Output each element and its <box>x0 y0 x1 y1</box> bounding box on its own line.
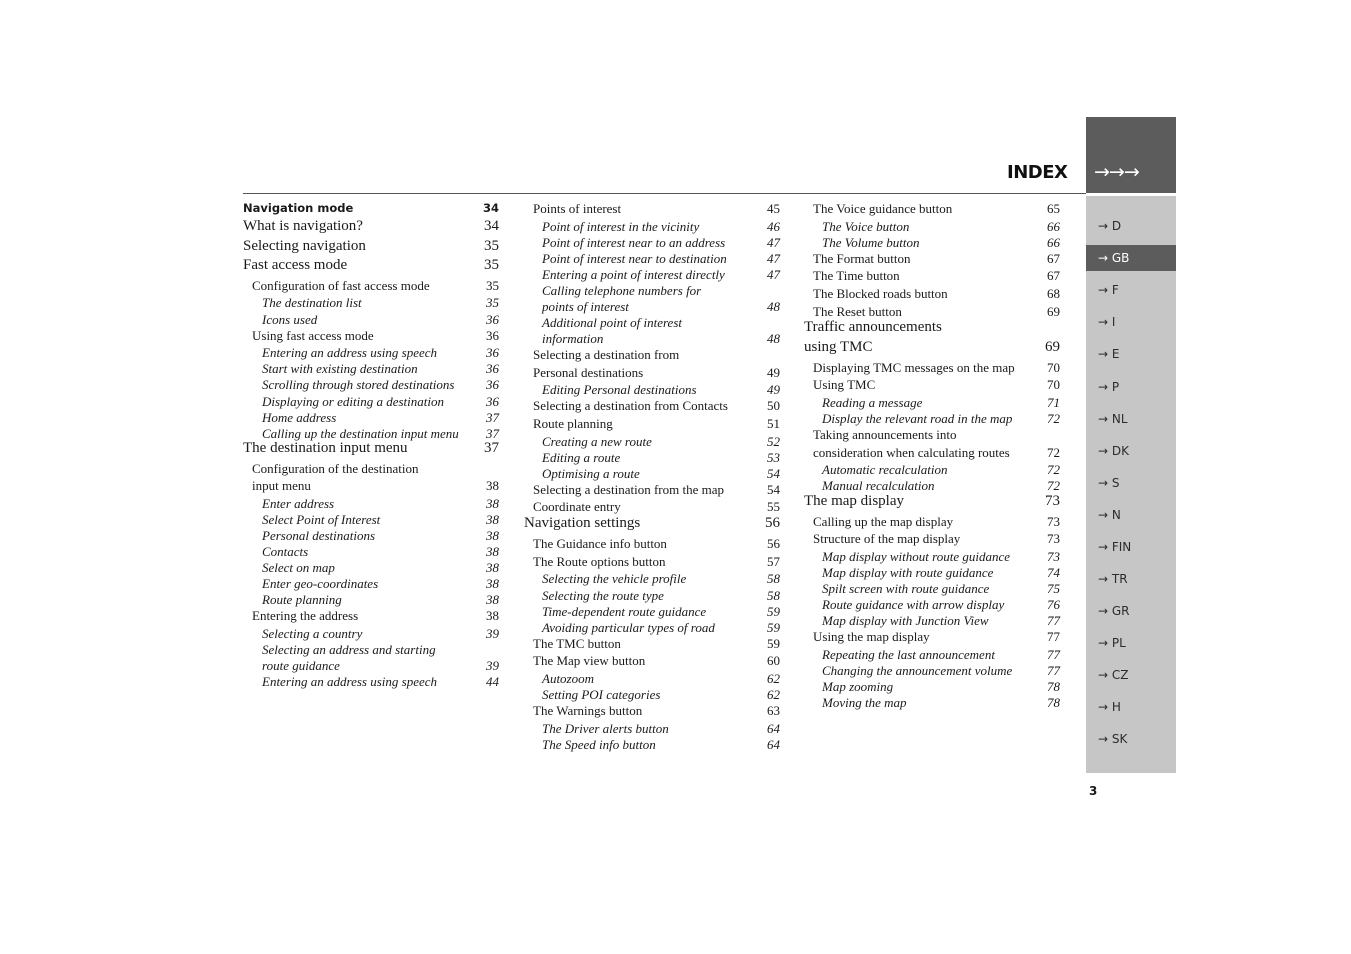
language-tab[interactable]: → E <box>1098 347 1120 361</box>
index-entry-page: 38 <box>486 592 499 607</box>
index-entry-title: Route planning <box>262 592 342 607</box>
index-entry-title: Selecting an address and starting <box>262 642 436 657</box>
index-entry-title: Select on map <box>262 560 335 575</box>
index-entry-page: 38 <box>486 608 499 623</box>
index-entry-title: Reading a message <box>822 395 923 410</box>
index-entry-title: The Driver alerts button <box>542 721 669 736</box>
language-sidebar <box>1086 196 1176 773</box>
index-entry-title: Point of interest near to destination <box>542 251 727 266</box>
index-entry-title: Home address <box>262 410 337 425</box>
index-entry-title: Enter geo-coordinates <box>262 576 379 591</box>
index-entry-title: Editing Personal destinations <box>542 382 697 397</box>
index-entry-title: Repeating the last announcement <box>822 647 995 662</box>
index-entry-title: Point of interest in the vicinity <box>542 219 700 234</box>
index-entry-page: 68 <box>1047 286 1060 301</box>
index-entry-page: 60 <box>767 653 780 668</box>
index-entry-title: route guidance <box>262 658 340 673</box>
index-entry-page: 38 <box>486 576 499 591</box>
language-tab[interactable]: → F <box>1098 283 1119 297</box>
index-entry-title: Point of interest near to an address <box>542 235 726 250</box>
index-entry-page: 64 <box>767 721 780 736</box>
index-entry-page: 36 <box>486 361 499 376</box>
index-entry-title: Contacts <box>262 544 309 559</box>
index-entry-title: The TMC button <box>533 636 621 651</box>
language-tab[interactable]: → TR <box>1098 572 1128 586</box>
index-entry-title: Selecting a country <box>262 626 363 641</box>
index-entry-title: Setting POI categories <box>542 687 661 702</box>
index-entry-page: 66 <box>1047 235 1060 250</box>
index-entry-title: The map display <box>804 493 904 509</box>
index-entry-title: Autozoom <box>542 671 594 686</box>
index-entry-page: 51 <box>767 416 780 431</box>
index-entry-title: Select Point of Interest <box>262 512 381 527</box>
index-entry-title: information <box>542 331 604 346</box>
language-tab[interactable]: → CZ <box>1098 668 1129 682</box>
language-tab[interactable]: → GB <box>1086 245 1176 271</box>
index-entry-page: 36 <box>486 345 499 360</box>
index-entry-title: The Speed info button <box>542 737 656 752</box>
index-entry-title: The Warnings button <box>533 703 643 718</box>
index-entry-title: Using fast access mode <box>252 328 374 343</box>
index-entry-page: 69 <box>1045 339 1060 355</box>
index-entry-page: 67 <box>1047 251 1060 266</box>
index-entry-title: Entering an address using speech <box>262 345 437 360</box>
triple-arrow-icon: →→→ <box>1094 161 1139 183</box>
index-entry-title: Calling telephone numbers for <box>542 283 702 298</box>
index-entry-title: using TMC <box>804 339 873 355</box>
language-tab[interactable]: → N <box>1098 508 1121 522</box>
index-entry-title: Taking announcements into <box>813 427 957 442</box>
index-entry-title: input menu <box>252 478 311 493</box>
index-entry-title: Entering a point of interest directly <box>542 267 725 282</box>
index-entry-title: Scrolling through stored destinations <box>262 377 455 392</box>
index-entry-page: 37 <box>486 410 499 425</box>
language-tab[interactable]: → GR <box>1098 604 1130 618</box>
index-entry-title: Map display with Junction View <box>822 613 989 628</box>
index-entry-title: Optimising a route <box>542 466 640 481</box>
language-tab[interactable]: → H <box>1098 700 1121 714</box>
index-entry-title: Personal destinations <box>533 365 644 380</box>
index-entry-page: 38 <box>486 560 499 575</box>
index-entry-title: The Format button <box>813 251 911 266</box>
index-entry-title: Additional point of interest <box>542 315 682 330</box>
index-entry-page: 62 <box>767 687 780 702</box>
index-entry-page: 58 <box>767 588 780 603</box>
index-entry-title: The Volume button <box>822 235 920 250</box>
index-entry-page: 72 <box>1047 478 1060 493</box>
index-entry-page: 77 <box>1047 647 1060 662</box>
language-tab[interactable]: → FIN <box>1098 540 1132 554</box>
index-entry-page: 67 <box>1047 268 1060 283</box>
index-entry-title: The Map view button <box>533 653 646 668</box>
index-entry-page: 35 <box>484 238 499 254</box>
index-entry-page: 65 <box>1047 201 1060 216</box>
index-entry-page: 53 <box>767 450 780 465</box>
index-entry-page: 36 <box>486 328 499 343</box>
index-entry-page: 73 <box>1045 493 1060 509</box>
index-entry-title: Enter address <box>262 496 335 511</box>
index-entry-title: Configuration of the destination <box>252 461 419 476</box>
index-entry-title: points of interest <box>542 299 629 314</box>
index-entry-title: Editing a route <box>542 450 621 465</box>
index-entry-page: 38 <box>486 544 499 559</box>
index-entry-page: 73 <box>1047 549 1060 564</box>
index-entry-title: The Route options button <box>533 554 666 569</box>
index-entry-title: Changing the announcement volume <box>822 663 1013 678</box>
index-entry-title: Time-dependent route guidance <box>542 604 707 619</box>
index-entry-page: 35 <box>486 295 499 310</box>
index-entry-title: Selecting the route type <box>542 588 664 603</box>
index-entry-page: 46 <box>767 219 780 234</box>
language-tab[interactable]: → DK <box>1098 444 1129 458</box>
index-entry-page: 58 <box>767 571 780 586</box>
language-tab[interactable]: → SK <box>1098 732 1128 746</box>
index-entry-title: Start with existing destination <box>262 361 418 376</box>
index-entry-title: Using the map display <box>813 629 930 644</box>
index-entry-title: Avoiding particular types of road <box>542 620 715 635</box>
index-entry-page: 62 <box>767 671 780 686</box>
index-entry-title: Manual recalculation <box>822 478 935 493</box>
index-entry-title: Route guidance with arrow display <box>822 597 1005 612</box>
index-entry-title: Configuration of fast access mode <box>252 278 430 293</box>
index-entry-page: 34 <box>484 218 499 234</box>
index-entry-page: 34 <box>482 201 499 215</box>
index-entry-title: The Voice button <box>822 219 910 234</box>
index-entry-title: The Time button <box>813 268 900 283</box>
index-entry-title: Moving the map <box>822 695 907 710</box>
index-entry-title: The Reset button <box>813 304 902 319</box>
page-number: 3 <box>1089 784 1098 798</box>
index-entry-page: 36 <box>486 394 499 409</box>
index-entry-page: 78 <box>1047 695 1060 710</box>
index-entry-page: 54 <box>767 482 780 497</box>
language-tab[interactable]: → PL <box>1098 636 1126 650</box>
index-entry-page: 72 <box>1047 445 1060 460</box>
index-entry-title: Creating a new route <box>542 434 652 449</box>
index-entry-page: 66 <box>1047 219 1060 234</box>
index-header-box <box>1086 117 1176 193</box>
index-entry-page: 73 <box>1047 531 1060 546</box>
index-entry-title: Selecting a destination from <box>533 347 680 362</box>
index-entry-page: 77 <box>1047 613 1060 628</box>
index-entry-page: 35 <box>486 278 499 293</box>
index-entry-page: 44 <box>486 674 499 689</box>
index-entry-page: 74 <box>1047 565 1060 580</box>
index-entry-page: 39 <box>486 658 499 673</box>
index-entry-page: 48 <box>767 331 780 346</box>
index-entry-page: 75 <box>1047 581 1060 596</box>
index-entry-page: 39 <box>486 626 499 641</box>
index-entry-title: Structure of the map display <box>813 531 961 546</box>
index-entry-page: 70 <box>1047 360 1060 375</box>
header-rule <box>243 193 1086 194</box>
index-entry-title: Points of interest <box>533 201 622 216</box>
index-entry-page: 48 <box>767 299 780 314</box>
index-entry-page: 78 <box>1047 679 1060 694</box>
index-entry-title: Spilt screen with route guidance <box>822 581 990 596</box>
index-entry-page: 45 <box>767 201 780 216</box>
index-entry-title: Calling up the map display <box>813 514 954 529</box>
index-entry-page: 56 <box>767 536 780 551</box>
index-entry-page: 37 <box>484 440 499 456</box>
index-entry-page: 35 <box>484 257 499 273</box>
index-entry-page: 38 <box>486 528 499 543</box>
page-title: INDEX <box>1007 162 1068 183</box>
index-entry-title: Display the relevant road in the map <box>822 411 1013 426</box>
index-entry-page: 64 <box>767 737 780 752</box>
index-entry-page: 54 <box>767 466 780 481</box>
index-entry-title: The destination list <box>262 295 362 310</box>
index-entry-title: Traffic announcements <box>804 319 942 335</box>
index-entry-title: Selecting a destination from Contacts <box>533 398 728 413</box>
language-tab[interactable]: → S <box>1098 476 1120 490</box>
language-tab[interactable]: → P <box>1098 380 1120 394</box>
index-entry-page: 77 <box>1047 663 1060 678</box>
index-entry-page: 71 <box>1047 395 1060 410</box>
index-entry-title: Selecting the vehicle profile <box>542 571 687 586</box>
index-entry-title: Icons used <box>262 312 318 327</box>
language-tab[interactable]: → NL <box>1098 412 1128 426</box>
index-entry-page: 77 <box>1047 629 1060 644</box>
index-entry-page: 57 <box>767 554 780 569</box>
index-entry-page: 72 <box>1047 411 1060 426</box>
language-tab[interactable]: → D <box>1098 219 1122 233</box>
index-entry-page: 37 <box>486 426 499 441</box>
index-entry-title: Displaying or editing a destination <box>262 394 444 409</box>
index-entry-title: Entering the address <box>252 608 359 623</box>
index-entry-page: 56 <box>765 515 780 531</box>
index-entry-title: Navigation mode <box>243 201 354 215</box>
index-entry-page: 70 <box>1047 377 1060 392</box>
index-entry-page: 55 <box>767 499 780 514</box>
index-entry-title: Calling up the destination input menu <box>262 426 459 441</box>
index-entry-page: 72 <box>1047 462 1060 477</box>
index-entry-page: 36 <box>486 377 499 392</box>
index-entry-page: 38 <box>486 478 499 493</box>
index-entry-page: 49 <box>767 365 780 380</box>
index-entry-title: Coordinate entry <box>533 499 621 514</box>
index-entry-title: Map display with route guidance <box>822 565 994 580</box>
index-entry-page: 47 <box>767 235 780 250</box>
index-entry-page: 76 <box>1047 597 1060 612</box>
index-entry-title: Automatic recalculation <box>822 462 948 477</box>
index-entry-page: 50 <box>767 398 780 413</box>
index-entry-title: Navigation settings <box>524 515 641 531</box>
index-entry-page: 47 <box>767 251 780 266</box>
index-entry-title: Using TMC <box>813 377 876 392</box>
index-entry-title: Fast access mode <box>243 257 348 273</box>
index-entry-page: 52 <box>767 434 780 449</box>
index-entry-page: 49 <box>767 382 780 397</box>
index-entry-title: Map display without route guidance <box>822 549 1010 564</box>
index-entry-title: Selecting navigation <box>243 238 366 254</box>
index-entry-title: The Voice guidance button <box>813 201 953 216</box>
index-entry-page: 73 <box>1047 514 1060 529</box>
language-tab[interactable]: → I <box>1098 315 1116 329</box>
index-entry-page: 47 <box>767 267 780 282</box>
index-entry-title: The Blocked roads button <box>813 286 948 301</box>
index-entry-page: 38 <box>486 496 499 511</box>
index-entry-page: 59 <box>767 604 780 619</box>
index-entry-title: Entering an address using speech <box>262 674 437 689</box>
index-entry-title: Map zooming <box>822 679 894 694</box>
index-entry-title: The Guidance info button <box>533 536 667 551</box>
index-entry-page: 38 <box>486 512 499 527</box>
index-entry-page: 63 <box>767 703 780 718</box>
index-entry-page: 36 <box>486 312 499 327</box>
index-entry-title: Selecting a destination from the map <box>533 482 724 497</box>
index-entry-page: 69 <box>1047 304 1060 319</box>
index-entry-title: The destination input menu <box>243 440 408 456</box>
index-entry-page: 59 <box>767 636 780 651</box>
index-entry-page: 59 <box>767 620 780 635</box>
index-entry-title: What is navigation? <box>243 218 363 234</box>
index-entry-title: Personal destinations <box>262 528 376 543</box>
index-entry-title: Route planning <box>533 416 613 431</box>
index-entry-title: consideration when calculating routes <box>813 445 1010 460</box>
index-entry-title: Displaying TMC messages on the map <box>813 360 1015 375</box>
